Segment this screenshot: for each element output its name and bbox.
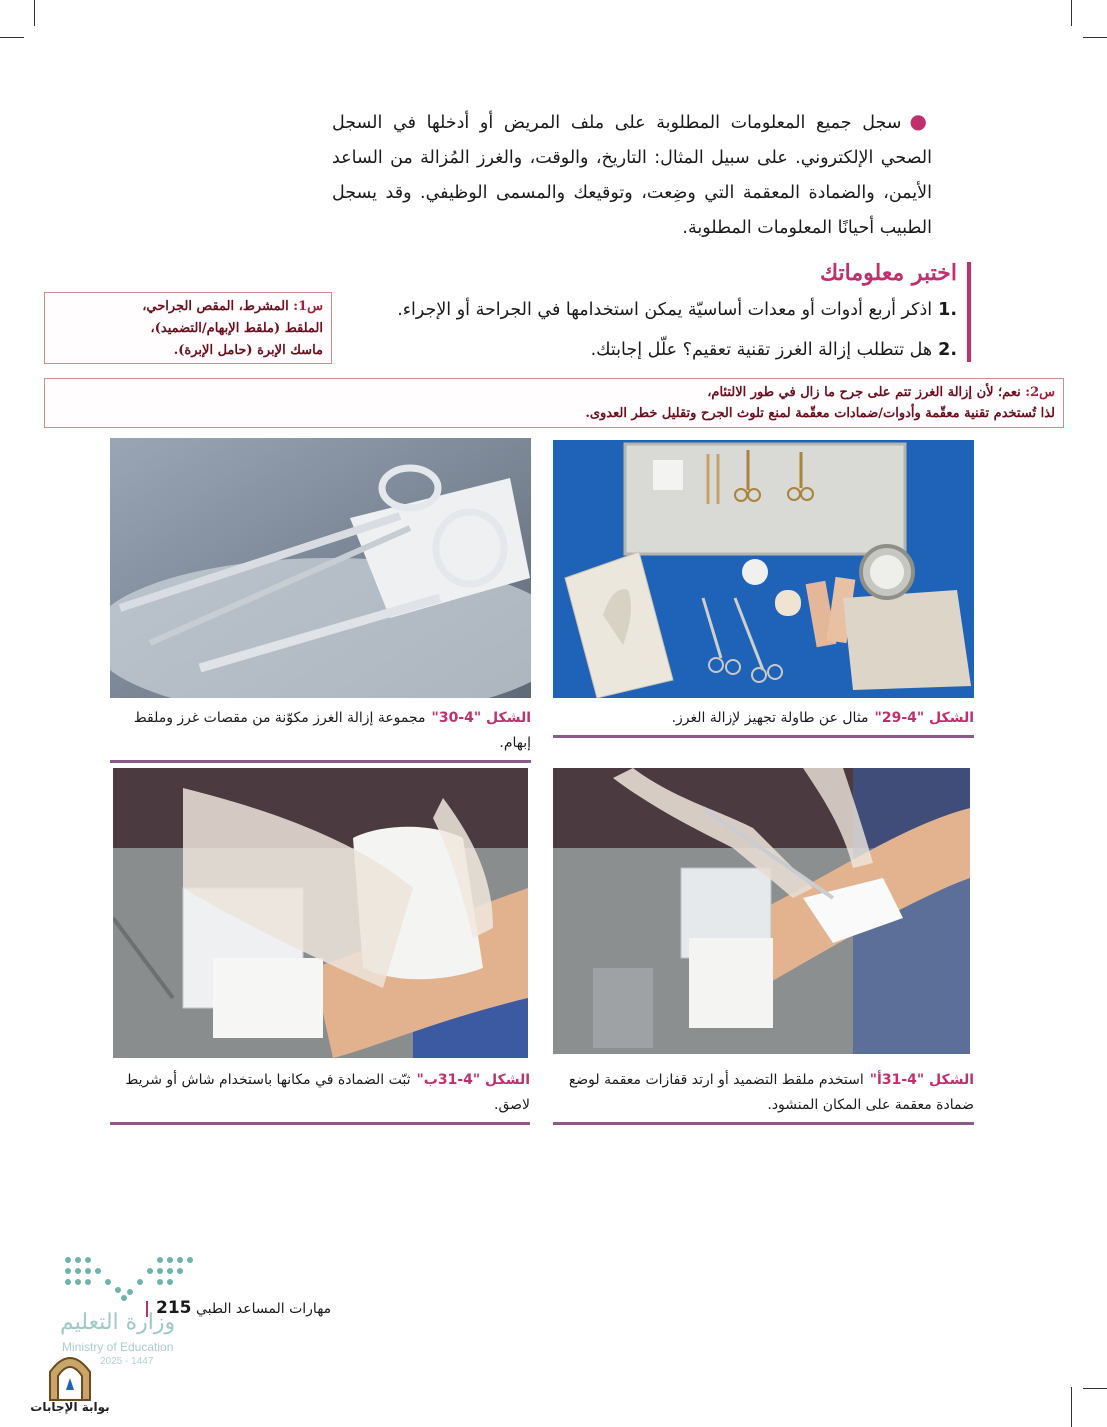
- figure-caption-text: مجموعة إزالة الغرز مكوّنة من مقصات غرز وملقط إبهام.: [133, 710, 531, 751]
- quiz-question-2: [591, 340, 957, 360]
- gate-icon: [30, 1350, 110, 1402]
- quiz-question-1: [397, 300, 957, 320]
- answer-label: س2:: [1025, 385, 1055, 400]
- book-title: مهارات المساعد الطبي: [195, 1301, 332, 1317]
- crop-mark: [0, 37, 24, 38]
- question-text: اذكر أربع أدوات أو معدات أساسيّة يمكن استخدامها في الجراحة أو الإجراء.: [397, 300, 933, 320]
- figure-label: الشكل "4-29": [874, 710, 974, 726]
- crop-mark: [1083, 37, 1107, 38]
- bullet-icon: ●: [909, 109, 932, 133]
- crop-mark: [1071, 1387, 1072, 1427]
- figure-caption-text: استخدم ملقط التضميد أو ارتد قفازات معقمة لوضع ضمادة معقمة على المكان المنشود.: [568, 1072, 974, 1113]
- figure-caption-31a: [553, 1068, 974, 1125]
- watermark-logo: [30, 1350, 110, 1420]
- intro-paragraph: [332, 104, 932, 246]
- page-number: 215: [156, 1298, 192, 1318]
- figure-caption-30: [110, 706, 531, 763]
- dots-logo-icon: [60, 1252, 200, 1302]
- figure-photo-apply-dressing: [553, 768, 970, 1054]
- answer-line: ماسك الإبرة (حامل الإبرة).: [173, 343, 323, 358]
- ministry-name-en: Ministry of Education: [62, 1340, 174, 1354]
- question-number: .1: [938, 300, 957, 320]
- figure-label: الشكل "4-30": [431, 710, 531, 726]
- answer-box-1: [44, 292, 332, 364]
- answer-label: س1:: [293, 299, 323, 314]
- question-number: .2: [938, 340, 957, 360]
- question-text: هل تتطلب إزالة الغرز تقنية تعقيم؟ علّل إجابتك.: [590, 340, 933, 360]
- figure-caption-31b: [110, 1068, 530, 1125]
- figure-caption-text: مثال عن طاولة تجهيز لإزالة الغرز.: [671, 710, 869, 726]
- figure-caption-29: [553, 706, 974, 738]
- figure-photo-setup-tray: [553, 440, 974, 698]
- figure-photo-suture-kit: [110, 438, 531, 698]
- crop-mark: [1071, 0, 1072, 26]
- ministry-year: 2025 - 1447: [100, 1356, 154, 1367]
- answer-line: الملقط (ملقط الإبهام/التضميد)،: [150, 321, 323, 336]
- watermark-text: بوابة الإجابات: [30, 1400, 110, 1414]
- quiz-title: اختبر معلوماتك: [820, 260, 957, 286]
- answer-line: نعم؛ لأن إزالة الغرز تتم على جرح ما زال في طور الالتئام،: [707, 385, 1021, 400]
- figure-label: الشكل "4-31أ": [869, 1072, 974, 1088]
- crop-mark: [34, 0, 35, 26]
- quiz-accent-bar: [967, 262, 971, 362]
- answer-box-2: [44, 378, 1064, 428]
- crop-mark: [1083, 1388, 1107, 1389]
- answer-line: المشرط، المقص الجراحي،: [142, 299, 289, 314]
- intro-text: سجل جميع المعلومات المطلوبة على ملف المريض أو أدخلها في السجل الصحي الإلكتروني. على سبيل المثال: التاريخ، والوقت، والغرز المُزالة من الساعد الأيمن، والضمادة المعقمة التي وضِعت، وتوقيعك والمسمى الوظيفي. وقد يسجل الطبيب أحيانًا المعلومات المطلوبة.: [332, 113, 932, 238]
- answer-line: لذا تُستخدم تقنية معقّمة وأدوات/ضمادات معقّمة لمنع تلوث الجرح وتقليل خطر العدوى.: [585, 406, 1055, 421]
- figure-label: الشكل "4-31ب": [416, 1072, 530, 1088]
- ministry-name-ar: وزارة التعليم: [60, 1310, 176, 1335]
- figure-caption-text: ثبّت الضمادة في مكانها باستخدام شاش أو شريط لاصق.: [125, 1072, 530, 1113]
- figure-photo-secure-dressing: [113, 768, 528, 1058]
